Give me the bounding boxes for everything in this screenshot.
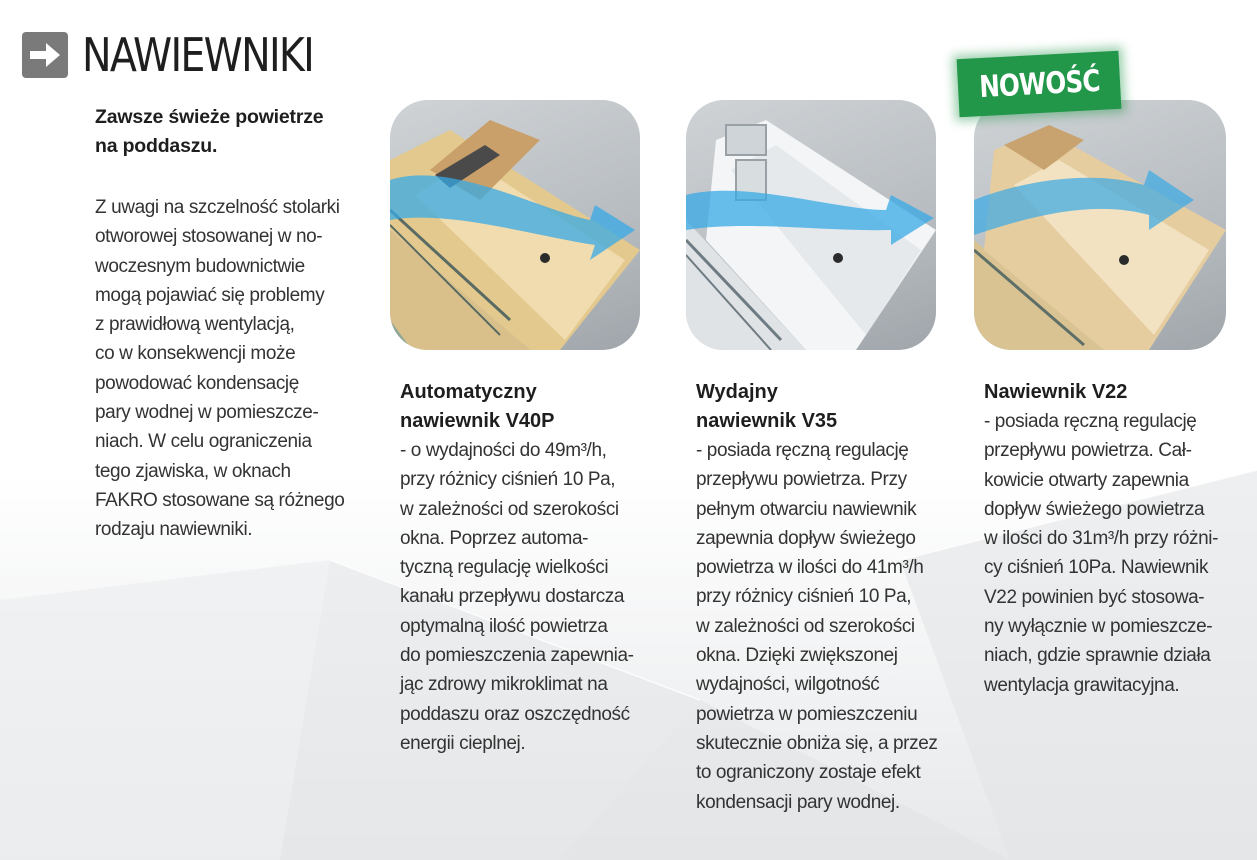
product-card-v40p	[390, 100, 665, 758]
arrow-right-icon	[22, 32, 68, 78]
product-card-v35	[686, 100, 961, 817]
product-photo-v35	[686, 100, 936, 350]
product-name-v35: Wydajny nawiewnik V35	[696, 381, 838, 432]
product-desc-v35: - posiada ręczną regulację przepływu powietrza. Przy pełnym otwarciu nawiewnik zapewnia dopływ świeżego powietrza w ilości do 41m³/h przy różnicy ciśnień 10 Pa, w zależności od szerokości okna. Dzięki zwiększonej wydajności, wilgotność powietrza w pomieszczeniu skutecznie obniża się, a przez to ograniczony zostaje efekt kondensacji pary wodnej.	[696, 440, 938, 813]
product-name-v40p: Automatyczny nawiewnik V40P	[400, 381, 555, 432]
product-card-v22	[974, 100, 1249, 700]
new-badge-label: NOWOŚĆ	[977, 63, 1101, 105]
page-title: NAWIEWNIKI	[82, 28, 314, 82]
product-photo-v40p	[390, 100, 640, 350]
product-name-v22: Nawiewnik V22	[984, 381, 1128, 403]
product-desc-v22: - posiada ręczną regulację przepływu powietrza. Cał- kowicie otwarty zapewnia dopływ świeżego powietrza w ilości do 31m³/h przy różni- cy ciśnień 10Pa. Nawiewnik V22 powinien być stosowa- ny wyłącznie w pomieszcze- niach, gdzie sprawnie działa wentylacja grawitacyjna.	[984, 411, 1219, 696]
intro-body: Z uwagi na szczelność stolarki otworowej stosowanej w no- woczesnym budownictwie mogą pojawiać się problemy z prawidłową wentylacją, co w konsekwencji może powodować kondensację pary wodnej w pomieszcze- niach. W celu ograniczenia tego zjawiska, w oknach FAKRO stosowane są różnego rodzaju nawiewniki.	[95, 197, 345, 541]
product-desc-v40p: - o wydajności do 49m³/h, przy różnicy ciśnień 10 Pa, w zależności od szerokości okna. Poprzez automa- tyczną regulację wielkości kanału przepływu dostarcza optymalną ilość powietrza do pomieszczenia zapewnia- jąc zdrowy mikroklimat na poddaszu oraz oszczędność energii cieplnej.	[400, 440, 634, 754]
new-badge	[957, 51, 1122, 117]
intro-lead: Zawsze świeże powietrze na poddaszu.	[95, 106, 324, 157]
intro-section	[95, 103, 370, 545]
product-photo-v22	[974, 100, 1226, 350]
